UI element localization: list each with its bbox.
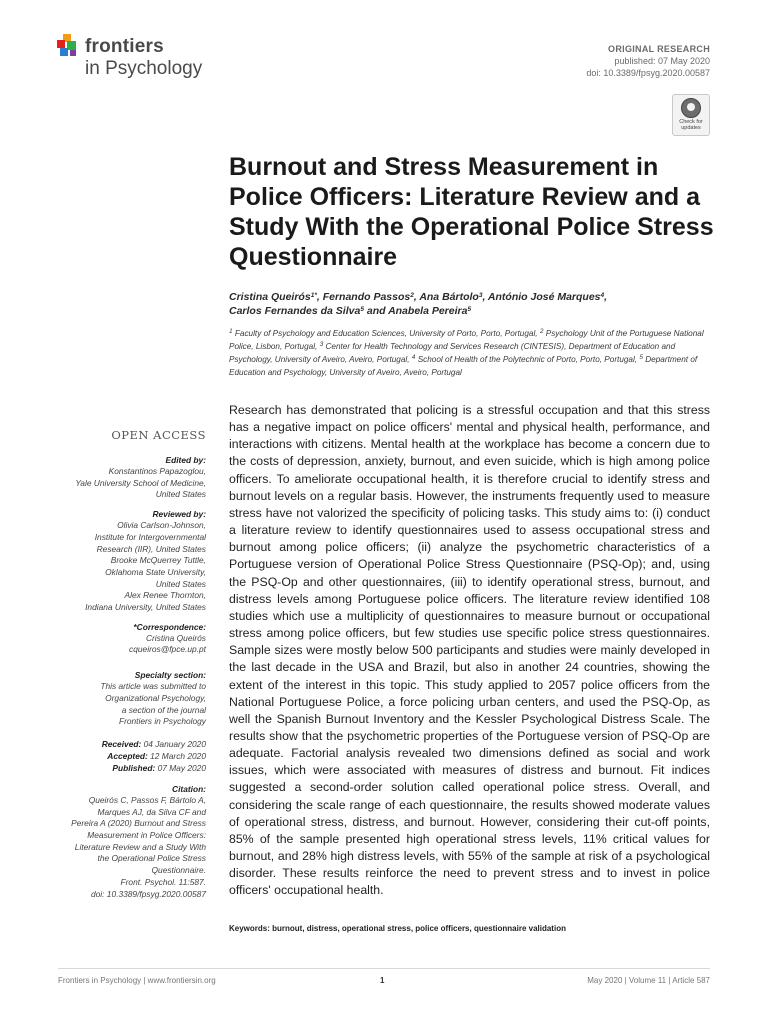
- doi-link[interactable]: doi: 10.3389/fpsyg.2020.00587: [586, 68, 710, 78]
- affiliations: [229, 327, 713, 379]
- reviewer-line: Indiana University, United States: [85, 602, 206, 613]
- citation-line: Front. Psychol. 11:587.: [120, 876, 206, 887]
- article-title: Burnout and Stress Measurement in Police Officers: Literature Review and a Study With the Operational Police Stress Questionnaire: [229, 153, 714, 271]
- page-number: 1: [380, 976, 385, 985]
- citation-line: Marques AJ, da Silva CF and: [97, 806, 206, 817]
- frontiers-logo-icon: [57, 34, 81, 58]
- footer-journal-link[interactable]: Frontiers in Psychology | www.frontiersin.org: [58, 976, 216, 985]
- citation-line: Literature Review and a Study With: [74, 841, 206, 852]
- affiliation-mark: 2: [539, 328, 544, 335]
- open-access-label: OPEN ACCESS: [111, 428, 206, 442]
- logo-journal-text: in Psychology: [85, 58, 203, 79]
- citation-line: Questionnaire.: [151, 865, 206, 876]
- correspondence-email-link[interactable]: cqueiros@fpce.up.pt: [129, 644, 206, 655]
- citation-line: Pereira A (2020) Burnout and Stress: [71, 818, 206, 829]
- specialty-section-heading: Specialty section:: [134, 670, 206, 681]
- reviewed-by-heading: Reviewed by:: [152, 509, 206, 520]
- logo-frontiers-text: frontiers: [85, 36, 164, 57]
- author-affiliation-mark: 5: [467, 306, 472, 313]
- footer-divider: [58, 968, 710, 969]
- editor-line[interactable]: Konstantinos Papazoglou,: [108, 466, 206, 476]
- specialty-line: a section of the journal: [121, 704, 206, 715]
- reviewer-line: United States: [155, 578, 206, 589]
- editor-line: Yale University School of Medicine,: [75, 477, 206, 488]
- editor-line: United States: [155, 489, 206, 500]
- author-affiliation-mark: 4: [600, 292, 605, 299]
- author-affiliation-mark: 3: [478, 292, 483, 299]
- author-name[interactable]: Anabela Pereira: [388, 305, 468, 317]
- citation-line: the Operational Police Stress: [97, 853, 206, 864]
- affiliation-text: Faculty of Psychology and Education Sciences, University of Porto, Porto, Portugal,: [234, 329, 538, 338]
- affiliation-text: Department of Education and Psychology, University of Aveiro, Aveiro, Portugal: [229, 355, 698, 377]
- edited-by-heading: Edited by:: [165, 455, 206, 465]
- author-name[interactable]: Ana Bártolo: [419, 291, 479, 303]
- citation-line: Queirós C, Passos F, Bártolo A,: [88, 794, 206, 805]
- correspondence-name: Cristina Queirós: [145, 632, 206, 643]
- reviewer-line: Research (IIR), United States: [96, 543, 206, 554]
- article-info-sidebar: [58, 428, 206, 900]
- citation-heading: Citation:: [172, 783, 206, 794]
- footer-issue-info: May 2020 | Volume 11 | Article 587: [587, 976, 710, 985]
- affiliation-mark: 1: [229, 328, 233, 335]
- author-list: Cristina Queirós$^{1*}$, Fernando Passos$^2$, Ana Bártolo$^3$, António José Marques$^4$, Carlos Fernandes da Silva$^5$ and Anabela Pereira$^5$: [229, 291, 608, 317]
- author-affiliation-mark: 2: [410, 292, 414, 299]
- author-name[interactable]: António José Marques: [487, 291, 601, 303]
- article-type: ORIGINAL RESEARCH: [608, 44, 710, 54]
- reviewer-line[interactable]: Olivia Carlson-Johnson,: [117, 520, 206, 531]
- citation-line: Measurement in Police Officers:: [87, 830, 206, 841]
- received-date: Received: 04 January 2020: [101, 738, 206, 749]
- specialty-line: Frontiers in Psychology: [118, 716, 206, 727]
- published-date-sidebar: Published: 07 May 2020: [112, 762, 206, 773]
- author-name[interactable]: Cristina Queirós: [229, 291, 311, 303]
- crossmark-icon: [681, 98, 701, 118]
- crossmark-label: Check for updates: [679, 119, 703, 131]
- published-date: published: 07 May 2020: [614, 56, 710, 66]
- author-name[interactable]: Fernando Passos: [322, 291, 411, 303]
- affiliation-mark: 5: [639, 354, 643, 361]
- keywords: Keywords: burnout, distress, operational stress, police officers, questionnaire validation: [229, 924, 566, 933]
- reviewer-line[interactable]: Alex Renee Thornton,: [124, 590, 206, 601]
- affiliation-text: School of Health of the Polytechnic of Porto, Porto, Portugal,: [417, 355, 638, 364]
- author-affiliation-mark: 1*: [310, 292, 317, 299]
- specialty-line: Organizational Psychology,: [105, 692, 206, 703]
- author-name[interactable]: Carlos Fernandes da Silva: [229, 305, 361, 317]
- accepted-date: Accepted: 12 March 2020: [107, 750, 206, 761]
- affiliation-text: Psychology Unit of the Portuguese National Police, Lisbon, Portugal,: [229, 329, 704, 351]
- affiliation-mark: 3: [319, 341, 324, 348]
- check-for-updates-badge[interactable]: [672, 94, 710, 136]
- specialty-line: This article was submitted to: [100, 681, 206, 692]
- author-affiliation-mark: 5: [360, 306, 364, 313]
- reviewer-line: Institute for Intergovernmental: [94, 531, 206, 542]
- reviewer-line[interactable]: Brooke McQuerrey Tuttle,: [110, 555, 206, 566]
- affiliation-text: Center for Health Technology and Services Research (CINTESIS), Department of Education and Psychology, University of Aveiro, Aveiro, Portugal,: [229, 342, 676, 364]
- journal-logo[interactable]: [57, 34, 217, 84]
- correspondence-heading: *Correspondence:: [133, 621, 206, 632]
- article-meta: [586, 43, 710, 79]
- citation-doi-link[interactable]: doi: 10.3389/fpsyg.2020.00587: [90, 888, 206, 899]
- reviewer-line: Oklahoma State University,: [105, 566, 206, 577]
- abstract-text: Research has demonstrated that policing is a stressful occupation and that this stress has a negative impact on police officers' mental and physical health, performance, and interactions with citizens. Mental health at the workplace has become a concern due to the costs of depression, anxiety, burnout, and even suicide, which is high among police officers. To ameliorate occupational health, it is therefore crucial to identify stress and burnout levels on a regular basis. However, the instruments frequently used to measure stress have not valorized the specificity of policing tasks. This study aims to: (i) conduct a literature review to identify questionnaires used to assess occupational stress and burnout among police officers; (ii) analyze the psychometric characteristics of a Portuguese version of Operational Police Stress Questionnaire (PSQ-Op); and, using the PSQ-Op and other questionnaires, (iii) to identify operational stress, burnout, and distress levels among Portuguese police officers. The literature review identified 108 studies which use a multiplicity of questionnaires to measure burnout or occupational stress among police officers, but few studies use specific police stress questionnaires. Sample sizes were mostly below 500 participants and studies were mainly developed in the last decade in the USA and Brazil, but also in another 24 countries, showing the extent of the interest in this topic. This study applied to 2057 police officers from the National Portuguese Police, a force policing urban centers, and used the PSQ-Op, as well the Spanish Burnout Inventory and the Kessler Psychological Distress Scale. The results show that the psychometric properties of the Portuguese version of PSQ-Op are adequate. Factorial analysis revealed two dimensions defined as social and work issues, which were associated with measures of distress and burnout. Fit indices suggested a second-order solution called operational police stress. Overall, and considering the scale range of each questionnaire, the results showed moderate values of operational stress, distress, and burnout. However, considering their cut-off points, 85% of the sample presented high operational stress levels, 11% critical values for burnout, and 28% high distress levels, with 55% of the sample at risk of a psychological disorder. These results reinforce the need to prevent stress and to invest in police officers' occupational health.: [229, 403, 710, 898]
- affiliation-mark: 4: [411, 354, 416, 361]
